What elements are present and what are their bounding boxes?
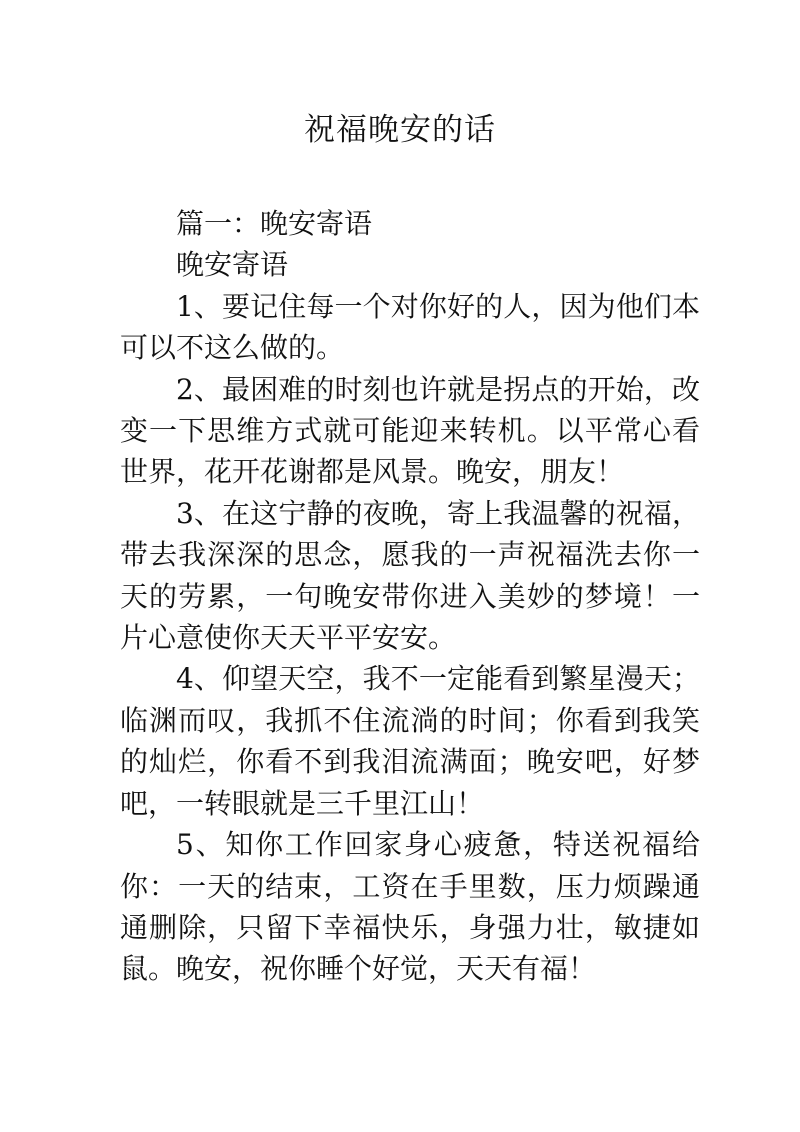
document-body: [120, 203, 700, 990]
paragraph-1: 1、要记住每一个对你好的人，因为他们本可以不这么做的。: [120, 289, 700, 365]
paragraph-4: 4、仰望天空，我不一定能看到繁星漫天；临渊而叹，我抓不住流淌的时间；你看到我笑的灿烂，你看不到我泪流满面；晚安吧，好梦吧，一转眼就是三千里江山！: [120, 662, 700, 820]
subsection-heading: 晚安寄语: [176, 248, 289, 282]
section-heading: 篇一：晚安寄语: [176, 207, 373, 240]
paragraph-3: 3、在这宁静的夜晚，寄上我温馨的祝福，带去我深深的思念，愿我的一声祝福洗去你一天的劳累，一句晚安带你进入美妙的梦境！一片心意使你天天平平安安。: [120, 496, 700, 655]
paragraph-2: 2、最困难的时刻也许就是拐点的开始，改变一下思维方式就可能迎来转机。以平常心看世界，花开花谢都是风景。晚安，朋友！: [120, 372, 700, 489]
paragraph-5: 5、知你工作回家身心疲惫，特送祝福给你：一天的结束，工资在手里数，压力烦躁通通删除，只留下幸福快乐，身强力壮，敏捷如鼠。晚安，祝你睡个好觉，天天有福！: [120, 828, 700, 986]
document-title: 祝福晚安的话: [304, 112, 496, 148]
